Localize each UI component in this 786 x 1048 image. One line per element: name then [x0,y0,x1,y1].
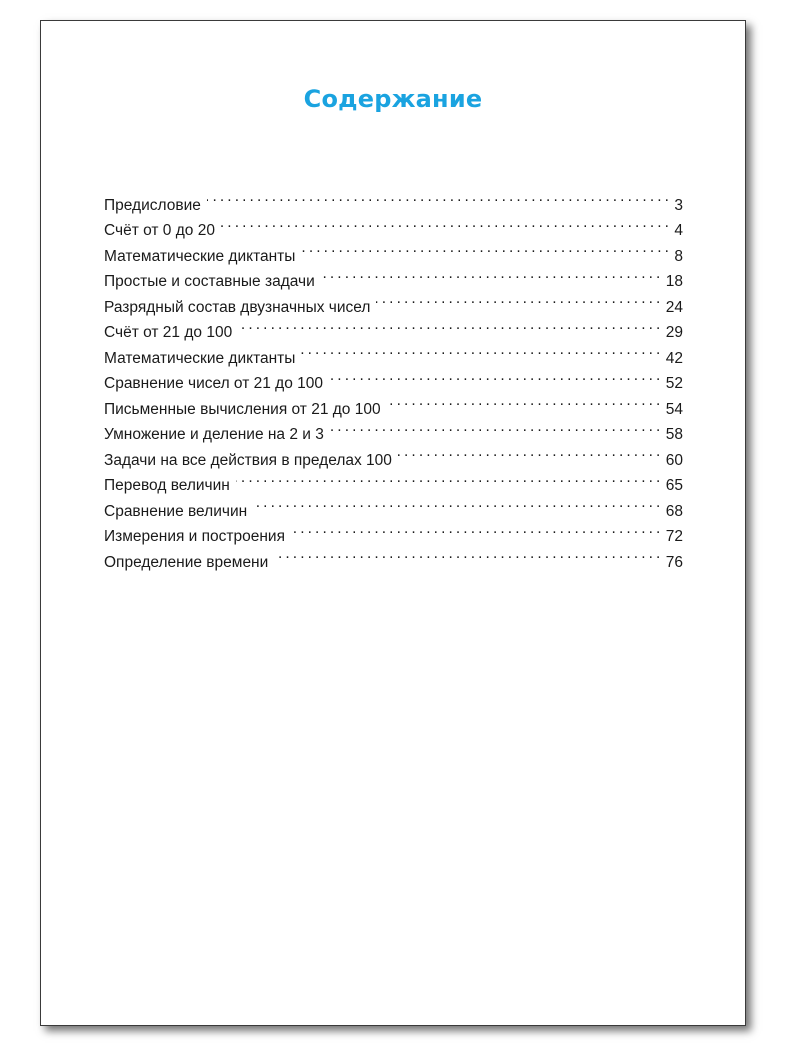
toc-entry-page-number: 76 [665,553,683,571]
toc-entry-title: Определение времени [104,553,269,571]
document-page [40,20,746,1026]
toc-entry-title: Сравнение чисел от 21 до 100 [104,375,323,392]
toc-entry-title: Предисловие [104,196,201,214]
toc-dot-leader [253,490,660,516]
toc-dot-leader [238,312,660,338]
toc-entry-title: Умножение и деление на 2 и 3 [104,426,324,443]
toc-dot-leader [221,210,668,236]
toc-dot-leader [301,337,659,363]
toc-dot-leader [236,465,660,491]
toc-entry-page-number: 42 [665,349,683,367]
toc-dot-leader [387,388,660,414]
toc-dot-leader [291,516,660,542]
table-of-contents [104,184,683,571]
toc-entry-page-number: 18 [665,273,683,290]
toc-entry-page-number: 52 [665,375,683,392]
toc-entry-page-number: 60 [665,451,683,469]
toc-entry-page-number: 58 [665,426,683,443]
toc-entry-title: Задачи на все действия в пределах 100 [104,451,392,469]
toc-entry-title: Разрядный состав двузначных чисел [104,298,371,316]
toc-entry-page-number: 72 [665,528,683,545]
toc-entry-page-number: 29 [665,324,683,341]
toc-entry-page-number: 24 [665,298,683,316]
toc-entry-title: Перевод величин [104,477,230,494]
toc-entry-page-number: 3 [674,196,683,214]
toc-dot-leader [376,286,659,312]
toc-entry-page-number: 4 [674,222,683,239]
toc-entry-title: Измерения и построения [104,528,285,545]
toc-dot-leader [329,363,660,389]
toc-entry[interactable] [104,184,683,214]
toc-dot-leader [207,184,669,210]
toc-entry-title: Сравнение величин [104,502,248,520]
toc-entry-title: Счёт от 21 до 100 [104,324,233,341]
toc-dot-leader [321,261,660,287]
toc-entry-title: Простые и составные задачи [104,273,315,290]
toc-dot-leader [274,541,659,567]
toc-dot-leader [398,439,660,465]
toc-dot-leader [330,414,660,440]
toc-entry-title: Письменные вычисления от 21 до 100 [104,400,381,418]
toc-entry-title: Счёт от 0 до 20 [104,222,215,239]
toc-entry-title: Математические диктанты [104,349,296,367]
toc-dot-leader [301,235,668,261]
toc-entry-title: Математические диктанты [104,247,296,265]
toc-entry-page-number: 65 [665,477,683,494]
toc-entry-page-number: 68 [665,502,683,520]
page-title: Содержание [303,85,483,113]
toc-entry-page-number: 8 [674,247,683,265]
toc-entry-page-number: 54 [665,400,683,418]
